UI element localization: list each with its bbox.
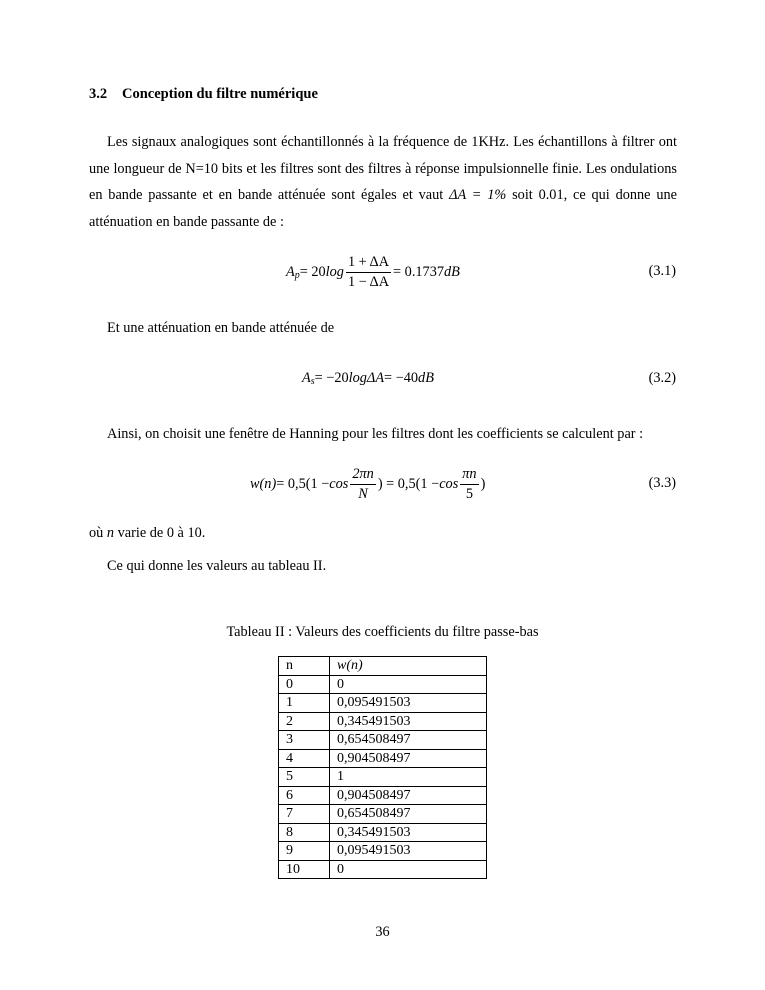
eq2-lhs-sub: s [310,376,315,387]
page-number: 36 [375,924,390,940]
cell-wn: 0,095491503 [330,694,487,713]
eq2-body: = −20 [314,370,349,386]
cell-wn: 0,654508497 [330,805,487,824]
cell-wn: 1 [330,768,487,787]
cell-n: 1 [279,694,330,713]
range-var: n [106,525,115,541]
eq3-part1: = 0,5(1 − [276,476,330,492]
eq1-unit: dB [444,264,460,280]
eq3-fraction-1 [350,466,375,503]
cell-wn: 0,345491503 [330,823,487,842]
cell-n: 9 [279,842,330,861]
eq2-rhs: = −40 [384,370,419,386]
table-row [279,768,487,787]
equation-number-3-2: (3.2) [648,370,676,386]
cell-n: 2 [279,712,330,731]
eq1-rhs: = 0.1737 [393,264,445,280]
header-wn: w(n) [330,657,487,676]
section-title: Conception du filtre numérique [122,86,318,102]
eq2-delta: ΔA [366,370,385,386]
eq3-cos2: cos [439,476,459,492]
section-heading [89,86,318,103]
cell-wn: 0,095491503 [330,842,487,861]
cell-n: 0 [279,675,330,694]
eq3-cos1: cos [329,476,349,492]
cell-wn: 0,904508497 [330,786,487,805]
paragraph-hanning: Ainsi, on choisit une fenêtre de Hanning pour les filtres dont les coefficients se calculent par : [107,426,644,442]
cell-n: 4 [279,749,330,768]
eq1-denominator: 1 − ΔA [347,274,390,290]
header-n: n [279,657,330,676]
cell-n: 7 [279,805,330,824]
paragraph-intro [89,129,677,235]
table-row [279,694,487,713]
table-row [279,675,487,694]
cell-n: 8 [279,823,330,842]
equation-number-3-1: (3.1) [648,263,676,279]
cell-n: 10 [279,860,330,879]
eq3-lhs: w(n) [250,476,277,492]
table-caption: Tableau II : Valeurs des coefficients du filtre passe-bas [226,624,539,640]
paragraph-intro-tail: soit 0.01, ce qui donne une atténuation en bande passante de : [89,187,677,230]
eq1-eq: = 20 [299,264,326,280]
range-pre: où [89,525,107,541]
eq3-denominator-2: 5 [465,486,473,502]
table-header-row [279,657,487,676]
paragraph-table-ref: Ce qui donne les valeurs au tableau II. [107,558,327,574]
table-row [279,731,487,750]
equation-3-2 [302,370,434,387]
section-number: 3.2 [89,86,108,102]
cell-wn: 0 [330,675,487,694]
eq1-numerator: 1 + ΔA [346,254,391,273]
delta-a-math: ΔA = 1% [449,187,507,203]
cell-n: 6 [279,786,330,805]
cell-wn: 0,345491503 [330,712,487,731]
coefficients-table [278,656,487,879]
table-row [279,860,487,879]
equation-number-3-3: (3.3) [648,475,676,491]
eq3-denominator-1: N [358,486,368,502]
eq3-numerator-2: πn [460,466,478,485]
range-post: varie de 0 à 10. [114,525,206,541]
cell-n: 3 [279,731,330,750]
eq1-lhs: A [286,264,295,280]
table-row [279,749,487,768]
eq1-fraction [346,254,391,291]
eq3-numerator-1: 2πn [350,466,375,485]
eq2-lhs: A [302,370,311,386]
eq1-log: log [325,264,344,280]
cell-n: 5 [279,768,330,787]
eq3-part3: ) [480,476,486,492]
table-row [279,805,487,824]
table-row [279,712,487,731]
eq3-part2: ) = 0,5(1 − [377,476,440,492]
eq2-log: log [348,370,367,386]
eq1-lhs-sub: p [294,270,300,281]
eq2-unit: dB [418,370,434,386]
cell-wn: 0 [330,860,487,879]
equation-3-1 [286,254,460,291]
paragraph-attenuation: Et une atténuation en bande atténuée de [107,320,335,336]
paragraph-intro-text: Les signaux analogiques sont échantillonnés à la fréquence de 1KHz. Les échantillons à filtrer ont une longueur de N=10 bits et les filtres sont des filtres à réponse impulsionnelle finie. Les ondulations en bande passante et en bande atténuée sont égales et vaut [89,134,677,203]
cell-wn: 0,904508497 [330,749,487,768]
table-row [279,823,487,842]
paragraph-range [89,520,677,547]
table-row [279,786,487,805]
table-row [279,842,487,861]
cell-wn: 0,654508497 [330,731,487,750]
eq3-fraction-2 [460,466,478,503]
equation-3-3 [250,466,485,503]
